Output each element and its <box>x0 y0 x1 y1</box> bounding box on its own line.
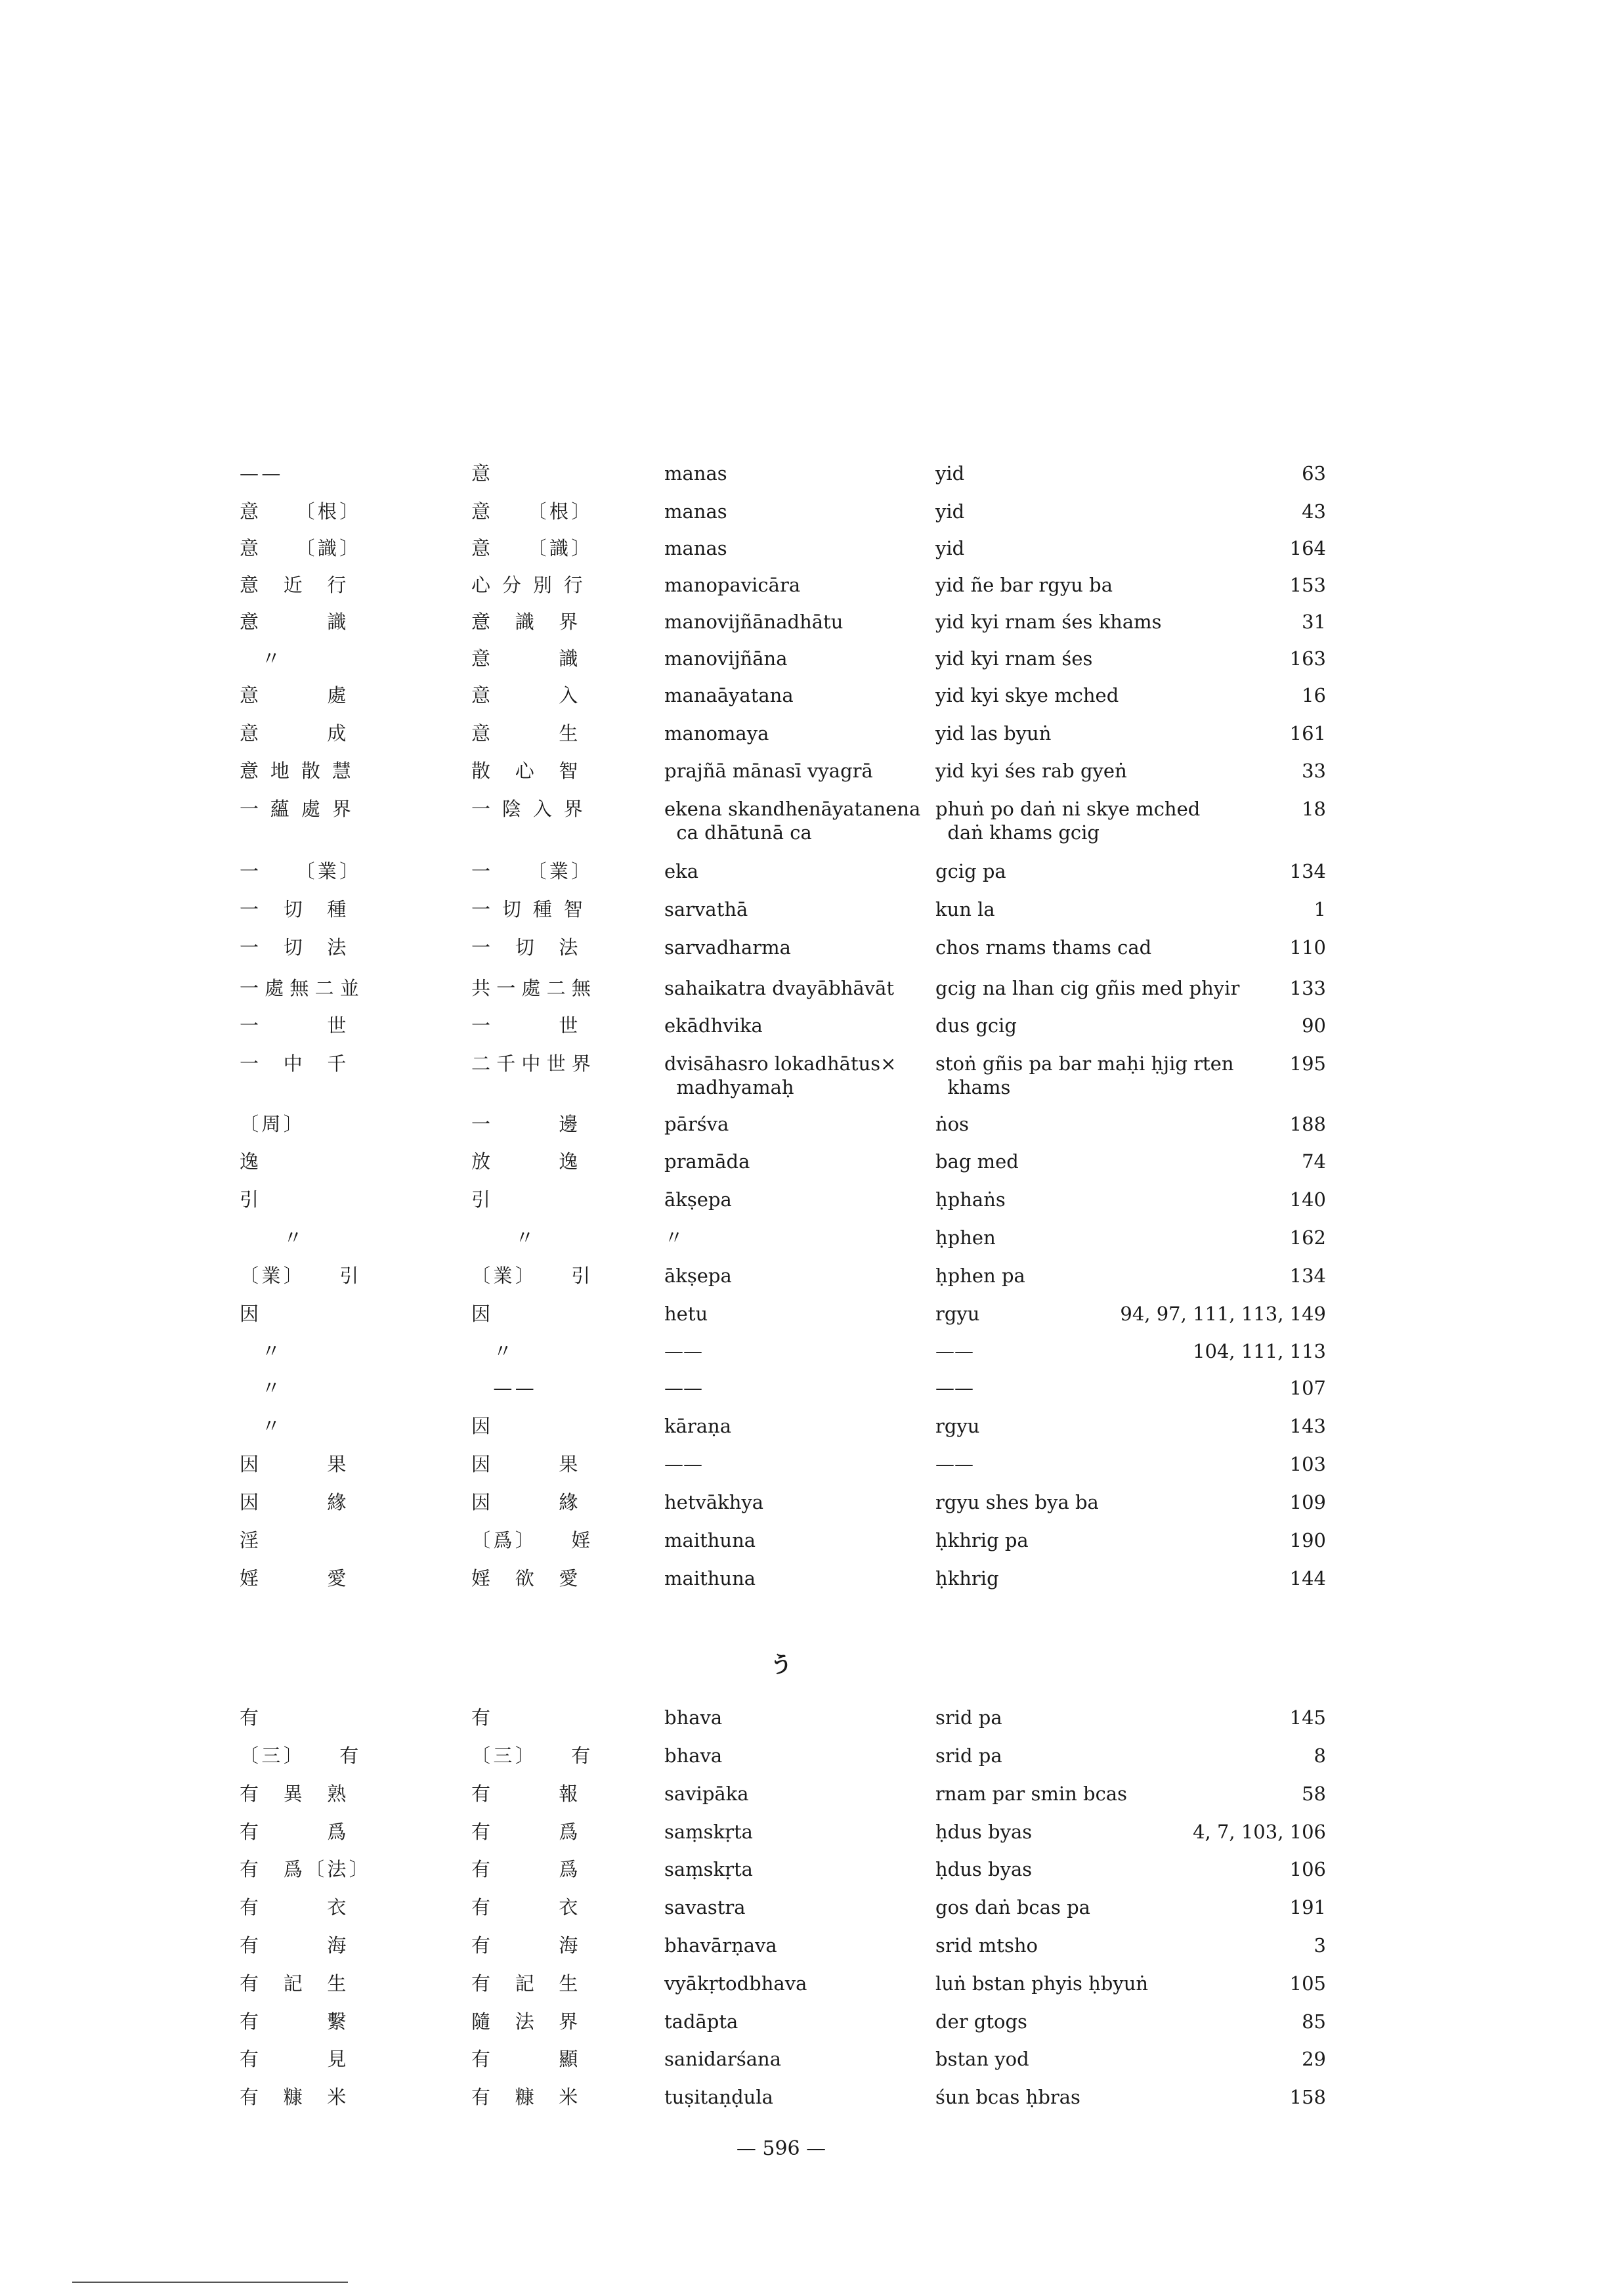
sanskrit-term: —— <box>664 1453 702 1475</box>
tibetan-term: yid <box>935 462 965 485</box>
table-row <box>0 936 1624 975</box>
page-reference: 191 <box>1289 1896 1326 1918</box>
table-row <box>0 976 1624 1016</box>
chinese-equivalent: 因 <box>471 1303 494 1325</box>
chinese-term: 有 糠 米 <box>240 2086 349 2108</box>
sanskrit-term: ākṣepa <box>664 1265 732 1287</box>
page-reference: 103 <box>1289 1453 1326 1475</box>
table-row <box>0 1895 1624 1935</box>
tibetan-term: srid mtsho <box>935 1934 1038 1957</box>
page-reference: 109 <box>1289 1491 1326 1513</box>
chinese-equivalent: 散 心 智 <box>471 760 581 782</box>
table-row <box>0 1744 1624 1783</box>
chinese-equivalent: 意 入 <box>471 684 581 706</box>
chinese-equivalent: 一 切 種 智 <box>471 898 586 921</box>
chinese-equivalent: 因 果 <box>471 1453 581 1475</box>
chinese-equivalent: 二 千 中 世 界 <box>471 1052 591 1075</box>
tibetan-term: śun bcas ḥbras <box>935 2086 1080 2108</box>
chinese-term: 意 近 行 <box>240 574 349 596</box>
table-row <box>0 1706 1624 1745</box>
sanskrit-term: manas <box>664 500 727 523</box>
sanskrit-term: sarvathā <box>664 898 748 921</box>
chinese-equivalent: 意 〔根〕 <box>471 500 593 523</box>
chinese-equivalent: 一 〔業〕 <box>471 860 593 882</box>
chinese-term: 因 <box>240 1303 262 1325</box>
chinese-term: 意 地 散 慧 <box>240 760 354 782</box>
chinese-equivalent: 婬 欲 愛 <box>471 1567 581 1590</box>
chinese-term: 〔三〕 有 <box>240 1744 362 1767</box>
chinese-equivalent: 隨 法 界 <box>471 2010 581 2033</box>
chinese-term: 因 緣 <box>240 1491 349 1513</box>
sanskrit-term: kāraṇa <box>664 1415 731 1437</box>
table-row <box>0 1567 1624 1606</box>
footer-rule <box>72 2282 348 2283</box>
table-row <box>0 1452 1624 1492</box>
sanskrit-term: manas <box>664 537 727 559</box>
page-reference: 29 <box>1302 2048 1326 2070</box>
page-reference: 31 <box>1302 611 1326 633</box>
table-row <box>0 1188 1624 1227</box>
chinese-term: 有 爲 <box>240 1821 349 1843</box>
chinese-equivalent: 〔爲〕 婬 <box>471 1529 593 1551</box>
chinese-term: 有 繫 <box>240 2010 349 2033</box>
chinese-equivalent: 有 衣 <box>471 1896 581 1918</box>
chinese-term: 一 切 法 <box>240 936 349 959</box>
tibetan-term: yid ñe bar rgyu ba <box>935 574 1113 596</box>
tibetan-term: ḥdus byas <box>935 1821 1033 1843</box>
tibetan-term: —— <box>935 1453 973 1475</box>
table-row <box>0 2047 1624 2087</box>
tibetan-term: chos rnams thams cad <box>935 936 1152 959</box>
sanskrit-term: bhava <box>664 1744 723 1767</box>
table-row <box>0 647 1624 686</box>
table-row <box>0 1112 1624 1152</box>
table-row <box>0 1014 1624 1053</box>
chinese-term: 〔周〕 <box>240 1113 306 1135</box>
chinese-term: 〔業〕 引 <box>240 1265 362 1287</box>
sanskrit-term: bhavārṇava <box>664 1934 777 1957</box>
sanskrit-term: maithuna <box>664 1567 756 1590</box>
chinese-term: 有 衣 <box>240 1896 349 1918</box>
chinese-equivalent: 因 緣 <box>471 1491 581 1513</box>
sanskrit-term: bhava <box>664 1706 723 1729</box>
page-reference: 43 <box>1302 500 1326 523</box>
page-reference: 74 <box>1302 1150 1326 1173</box>
page-reference: 63 <box>1302 462 1326 485</box>
chinese-equivalent: 引 <box>471 1188 494 1211</box>
table-row <box>0 536 1624 576</box>
tibetan-term: ṅos <box>935 1113 970 1135</box>
chinese-term: 〃 <box>240 1340 284 1362</box>
sanskrit-term: pārśva <box>664 1113 729 1135</box>
sanskrit-term: sarvadharma <box>664 936 791 959</box>
page-reference: 134 <box>1289 1265 1326 1287</box>
sanskrit-term: manopavicāra <box>664 574 801 596</box>
table-row <box>0 1972 1624 2011</box>
chinese-term: 〃 <box>240 1415 284 1437</box>
chinese-equivalent: 有 海 <box>471 1934 581 1957</box>
chinese-equivalent: 一 邊 <box>471 1113 581 1135</box>
sanskrit-term: 〃 <box>664 1226 684 1249</box>
tibetan-term: yid <box>935 537 965 559</box>
chinese-term: 一 〔業〕 <box>240 860 362 882</box>
sanskrit-term: ekena skandhenāyatanena ca dhātunā ca <box>664 798 921 844</box>
chinese-equivalent: —— <box>471 1377 538 1399</box>
chinese-equivalent: 意 生 <box>471 722 581 745</box>
page-reference: 90 <box>1302 1014 1326 1037</box>
page-reference: 158 <box>1289 2086 1326 2108</box>
tibetan-term: rgyu shes bya ba <box>935 1491 1099 1513</box>
page-reference: 16 <box>1302 684 1326 706</box>
chinese-equivalent: 〔三〕 有 <box>471 1744 593 1767</box>
chinese-equivalent: 共 一 處 二 無 <box>471 977 591 999</box>
page-reference: 94, 97, 111, 113, 149 <box>1120 1303 1326 1325</box>
table-row <box>0 1150 1624 1189</box>
chinese-equivalent: 有 報 <box>471 1783 581 1805</box>
sanskrit-term: tuṣitaṇḍula <box>664 2086 773 2108</box>
page-reference: 85 <box>1302 2010 1326 2033</box>
chinese-term: 淫 <box>240 1529 262 1551</box>
chinese-term: 意 處 <box>240 684 349 706</box>
tibetan-term: yid kyi rnam śes <box>935 647 1093 670</box>
chinese-equivalent: 意 <box>471 462 494 485</box>
table-row <box>0 683 1624 723</box>
sanskrit-term: vyākṛtodbhava <box>664 1972 807 1995</box>
table-row <box>0 462 1624 501</box>
page-reference: 188 <box>1289 1113 1326 1135</box>
tibetan-term: rnam par smin bcas <box>935 1783 1128 1805</box>
tibetan-term: rgyu <box>935 1303 980 1325</box>
chinese-term: 逸 <box>240 1150 262 1173</box>
page-reference: 110 <box>1289 936 1326 959</box>
table-row <box>0 1376 1624 1416</box>
page-reference: 4, 7, 103, 106 <box>1193 1821 1326 1843</box>
chinese-equivalent: 有 糠 米 <box>471 2086 581 2108</box>
sanskrit-term: hetvākhya <box>664 1491 764 1513</box>
tibetan-term: ḥkhrig <box>935 1567 999 1590</box>
table-row <box>0 500 1624 539</box>
page-reference: 105 <box>1289 1972 1326 1995</box>
sanskrit-term: manovijñānadhātu <box>664 611 844 633</box>
sanskrit-term: eka <box>664 860 699 882</box>
tibetan-term: kun la <box>935 898 995 921</box>
sanskrit-term: maithuna <box>664 1529 756 1551</box>
chinese-equivalent: 一 陰 入 界 <box>471 798 586 820</box>
tibetan-term: luṅ bstan phyis ḥbyuṅ <box>935 1972 1149 1995</box>
table-row <box>0 1490 1624 1530</box>
page-reference: 104, 111, 113 <box>1193 1340 1326 1362</box>
page-reference: 134 <box>1289 860 1326 882</box>
table-row <box>0 1052 1624 1098</box>
sanskrit-term: hetu <box>664 1303 708 1325</box>
chinese-term: 有 <box>240 1706 262 1729</box>
chinese-equivalent: 有 爲 <box>471 1858 581 1880</box>
chinese-equivalent: 意 〔識〕 <box>471 537 593 559</box>
chinese-term: 一 蘊 處 界 <box>240 798 354 820</box>
chinese-term: 意 成 <box>240 722 349 745</box>
table-row <box>0 610 1624 649</box>
tibetan-term: yid las byuṅ <box>935 722 1052 745</box>
page-reference: 18 <box>1302 798 1326 820</box>
tibetan-term: yid kyi skye mched <box>935 684 1119 706</box>
chinese-term: 一 切 種 <box>240 898 349 921</box>
chinese-term: 有 爲〔法〕 <box>240 1858 372 1880</box>
chinese-equivalent: 放 逸 <box>471 1150 581 1173</box>
chinese-term: 一 處 無 二 並 <box>240 977 359 999</box>
chinese-equivalent: 〃 <box>471 1340 515 1362</box>
table-row <box>0 797 1624 844</box>
page-reference: 3 <box>1314 1934 1326 1957</box>
chinese-equivalent: 一 切 法 <box>471 936 581 959</box>
table-row <box>0 722 1624 761</box>
sanskrit-term: manas <box>664 462 727 485</box>
chinese-term: 意 〔根〕 <box>240 500 362 523</box>
chinese-term: 引 <box>240 1188 262 1211</box>
tibetan-term: dus gcig <box>935 1014 1017 1037</box>
page-reference: 1 <box>1314 898 1326 921</box>
page-reference: 8 <box>1314 1744 1326 1767</box>
chinese-term: 意 〔識〕 <box>240 537 362 559</box>
chinese-term: 一 中 千 <box>240 1052 349 1075</box>
chinese-term: 有 海 <box>240 1934 349 1957</box>
chinese-equivalent: 一 世 <box>471 1014 581 1037</box>
tibetan-term: ḥphaṅs <box>935 1188 1006 1211</box>
sanskrit-term: pramāda <box>664 1150 750 1173</box>
tibetan-term: bstan yod <box>935 2048 1029 2070</box>
page-reference: 58 <box>1302 1783 1326 1805</box>
sanskrit-term: prajñā mānasī vyagrā <box>664 760 873 782</box>
sanskrit-term: —— <box>664 1377 702 1399</box>
table-row <box>0 1414 1624 1454</box>
table-row <box>0 1820 1624 1859</box>
chinese-term: 有 異 熟 <box>240 1783 349 1805</box>
sanskrit-term: dvisāhasro lokadhātus× madhyamaḥ <box>664 1052 897 1098</box>
tibetan-term: srid pa <box>935 1706 1002 1729</box>
table-row <box>0 2010 1624 2049</box>
table-row <box>0 1782 1624 1821</box>
sanskrit-term: saṃskṛta <box>664 1821 753 1843</box>
table-row <box>0 859 1624 899</box>
sanskrit-term: saṃskṛta <box>664 1858 753 1880</box>
tibetan-term: ḥphen pa <box>935 1265 1025 1287</box>
table-row <box>0 898 1624 937</box>
tibetan-term: stoṅ gñis pa bar maḥi ḥjig rten khams <box>935 1052 1234 1098</box>
page-reference: 133 <box>1289 977 1326 999</box>
page-reference: 161 <box>1289 722 1326 745</box>
chinese-term: 婬 愛 <box>240 1567 349 1590</box>
chinese-equivalent: 有 顯 <box>471 2048 581 2070</box>
chinese-equivalent: 意 識 界 <box>471 611 581 633</box>
chinese-equivalent: 有 <box>471 1706 494 1729</box>
tibetan-term: ḥdus byas <box>935 1858 1033 1880</box>
tibetan-term: rgyu <box>935 1415 980 1437</box>
page-reference: 143 <box>1289 1415 1326 1437</box>
sanskrit-term: manomaya <box>664 722 769 745</box>
table-row <box>0 1528 1624 1568</box>
page-reference: 190 <box>1289 1529 1326 1551</box>
sanskrit-term: ākṣepa <box>664 1188 732 1211</box>
sanskrit-term: manovijñāna <box>664 647 788 670</box>
tibetan-term: phuṅ po daṅ ni skye mched daṅ khams gcig <box>935 798 1201 844</box>
page-reference: 106 <box>1289 1858 1326 1880</box>
table-row <box>0 1226 1624 1265</box>
table-row <box>0 759 1624 798</box>
page-reference: 33 <box>1302 760 1326 782</box>
tibetan-term: gos daṅ bcas pa <box>935 1896 1090 1918</box>
tibetan-term: bag med <box>935 1150 1019 1173</box>
page-reference: 163 <box>1289 647 1326 670</box>
sanskrit-term: manaāyatana <box>664 684 794 706</box>
chinese-term: 有 記 生 <box>240 1972 349 1995</box>
page-reference: 140 <box>1289 1188 1326 1211</box>
sanskrit-term: sahaikatra dvayābhāvāt <box>664 977 895 999</box>
page-reference: 145 <box>1289 1706 1326 1729</box>
page-reference: 107 <box>1289 1377 1326 1399</box>
chinese-term: —— <box>240 462 284 485</box>
page-reference: 195 <box>1289 1052 1326 1075</box>
tibetan-term: yid kyi rnam śes khams <box>935 611 1162 633</box>
sanskrit-term: savastra <box>664 1896 746 1918</box>
table-row <box>0 2085 1624 2125</box>
sanskrit-term: tadāpta <box>664 2010 738 2033</box>
tibetan-term: ḥkhrig pa <box>935 1529 1029 1551</box>
table-row <box>0 1857 1624 1897</box>
table-row <box>0 573 1624 613</box>
table-row <box>0 1264 1624 1303</box>
tibetan-term: gcig na lhan cig gñis med phyir <box>935 977 1240 999</box>
chinese-equivalent: 有 記 生 <box>471 1972 581 1995</box>
chinese-equivalent: 〔業〕 引 <box>471 1265 593 1287</box>
page-reference: 162 <box>1289 1226 1326 1249</box>
chinese-term: 〃 <box>240 1377 284 1399</box>
page-reference: 144 <box>1289 1567 1326 1590</box>
table-row <box>0 1934 1624 1973</box>
chinese-equivalent: 因 <box>471 1415 494 1437</box>
page-reference: 153 <box>1289 574 1326 596</box>
table-row <box>0 1302 1624 1341</box>
tibetan-term: yid <box>935 500 965 523</box>
tibetan-term: —— <box>935 1340 973 1362</box>
chinese-term: 意 識 <box>240 611 349 633</box>
tibetan-term: ḥphen <box>935 1226 996 1249</box>
page-number: — 596 — <box>736 2137 826 2160</box>
chinese-equivalent: 意 識 <box>471 647 581 670</box>
chinese-term: 〃 <box>240 647 284 670</box>
tibetan-term: gcig pa <box>935 860 1006 882</box>
sanskrit-term: ekādhvika <box>664 1014 763 1037</box>
chinese-equivalent: 有 爲 <box>471 1821 581 1843</box>
chinese-equivalent: 心 分 別 行 <box>471 574 586 596</box>
tibetan-term: srid pa <box>935 1744 1002 1767</box>
chinese-term: 有 見 <box>240 2048 349 2070</box>
section-heading: う <box>770 1652 792 1678</box>
sanskrit-term: sanidarśana <box>664 2048 781 2070</box>
tibetan-term: der gtogs <box>935 2010 1027 2033</box>
sanskrit-term: savipāka <box>664 1783 749 1805</box>
page-reference: 164 <box>1289 537 1326 559</box>
table-row <box>0 1339 1624 1379</box>
chinese-term: 一 世 <box>240 1014 349 1037</box>
sanskrit-term: —— <box>664 1340 702 1362</box>
chinese-equivalent: 〃 <box>471 1226 538 1249</box>
chinese-term: 因 果 <box>240 1453 349 1475</box>
chinese-term: 〃 <box>240 1226 306 1249</box>
tibetan-term: yid kyi śes rab gyeṅ <box>935 760 1127 782</box>
tibetan-term: —— <box>935 1377 973 1399</box>
